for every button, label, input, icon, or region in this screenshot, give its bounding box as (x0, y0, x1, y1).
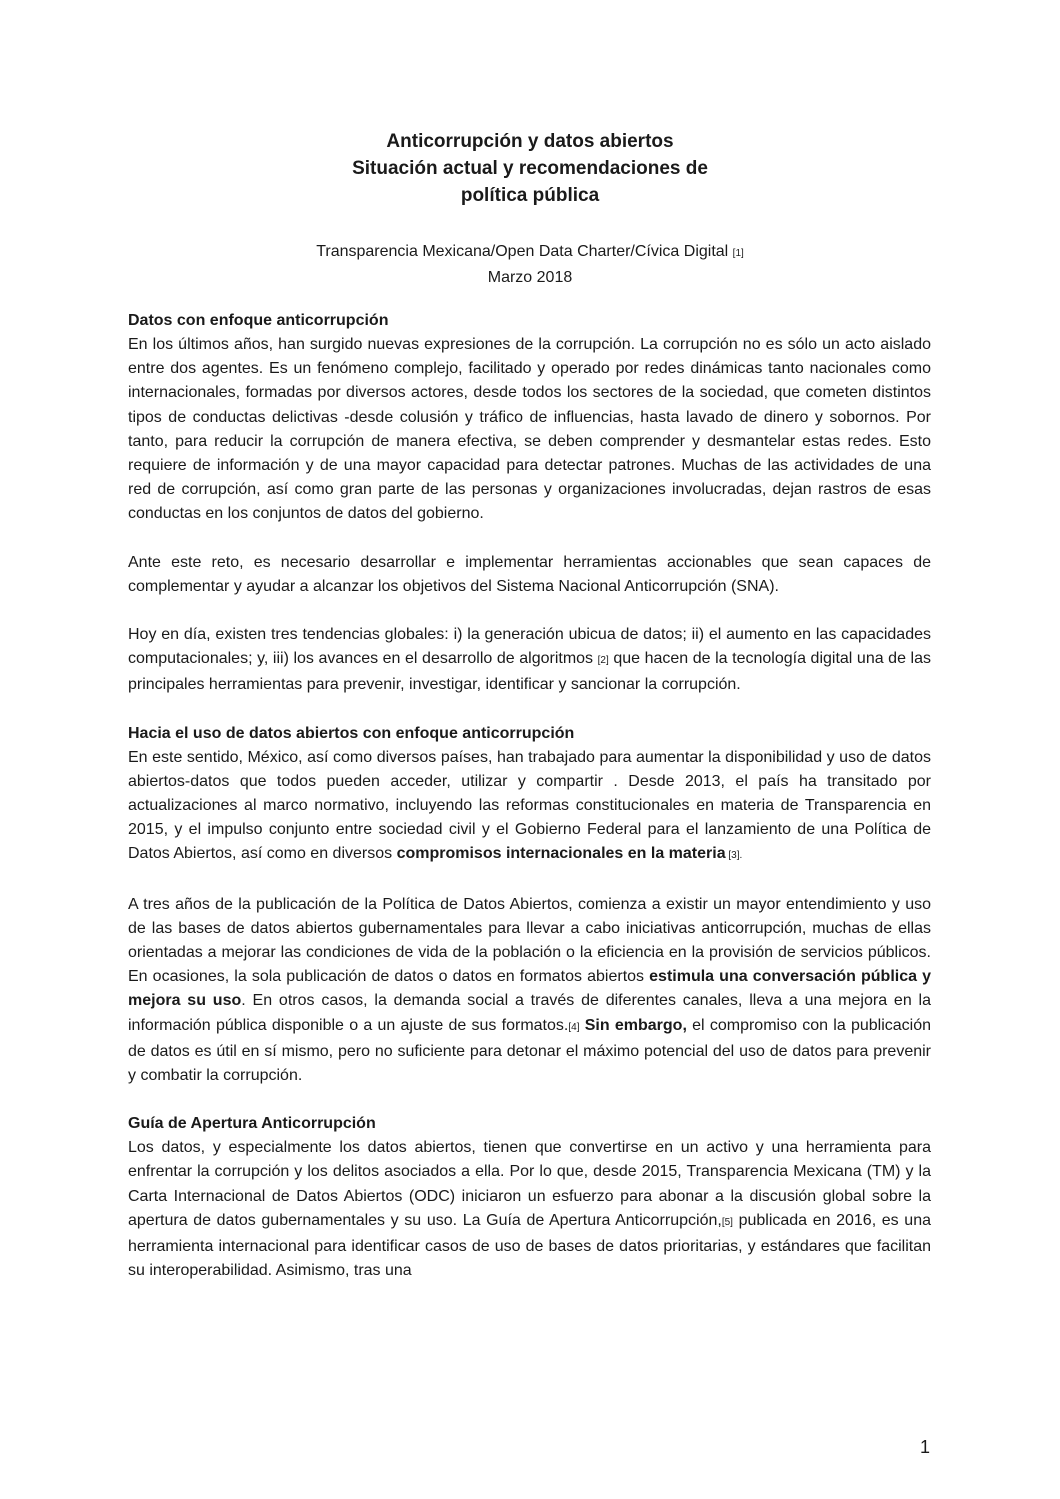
paragraph: En los últimos años, han surgido nuevas expresiones de la corrupción. La corrupción no es sólo un acto aislado entre dos agentes. Es un fenómeno complejo, facilitado y operado por redes dinámicas tanto nacionales como internacionales, formadas por diversos actores, desde todos los sectores de la sociedad, que cometen distintos tipos de conductas delictivas -desde colusión y tráfico de influencias, hasta lavado de dinero y sobornos. Por tanto, para reducir la corrupción de manera efectiva, se deben comprender y desmantelar estas redes. Esto requiere de información y de una mayor capacidad para detectar patrones. Muchas de las actividades de una red de corrupción, así como gran parte de las personas y organizaciones involucradas, dejan rastros de esas conductas en los conjuntos de datos del gobierno. (128, 336, 931, 523)
footnote-ref-2[interactable]: [2] (597, 655, 609, 667)
title-block (0, 128, 1060, 209)
page-number: 1 (919, 1437, 930, 1457)
text-run: el compromiso con la publicación de datos es útil en sí mismo, pero no suficiente para detonar el máximo potencial del uso de datos para prevenir y combatir la corrupción. (128, 1016, 932, 1085)
section-heading-hacia: Hacia el uso de datos abiertos con enfoque anticorrupción (128, 724, 575, 742)
paragraph: Ante este reto, es necesario desarrollar e implementar herramientas accionables que sean capaces de complementar y ayudar a alcanzar los objetivos del Sistema Nacional Anticorrupción (SNA). (128, 553, 931, 595)
title-line-1: Anticorrupción y datos abiertos (386, 131, 674, 152)
authors: Transparencia Mexicana/Open Data Charter/Cívica Digital (316, 243, 729, 260)
date: Marzo 2018 (487, 269, 573, 286)
footnote-ref-1[interactable]: [1] (732, 248, 744, 259)
document-body (128, 309, 931, 1284)
footnote-ref-3[interactable]: [3]. (725, 850, 743, 862)
bold-text: Sin embargo, (579, 1016, 687, 1034)
text-run: A tres años de la publicación de la Política de Datos Abiertos, comienza a existir un mayor entendimiento y uso de las bases de datos abiertos gubernamentales para llevar a cabo iniciativas anticorrupción, muchas de ellas orientadas a mejorar las condiciones de vida de la población o la eficiencia en la provisión de servicios públicos. En ocasiones, la sola publicación de datos o datos en formatos abiertos (128, 895, 931, 986)
paragraph (128, 893, 931, 1089)
text-run: . En otros casos, la demanda social a través de diferentes canales, lleva a una mejora en la información pública disponible o a un ajuste de sus formatos. (128, 992, 931, 1034)
meta-block (0, 240, 1060, 290)
title-line-3: política pública (460, 185, 600, 206)
text-run: Hoy en día, existen tres tendencias globales: i) la generación ubicua de datos; ii) el aumento en las capacidades computacionales; y, iii) los avances en el desarrollo de algoritmos (128, 626, 931, 668)
footnote-ref-5[interactable]: [5] (721, 1216, 733, 1228)
text-run: En este sentido, México, así como diversos países, han trabajado para aumentar la disponibilidad y uso de datos abiertos-datos que todos pueden acceder, utilizar y compartir . Desde 2013, el país ha transitado por actualizaciones al marco normativo, incluyendo las reformas constitucionales en materia de Transparencia en 2015, y el impulso conjunto entre sociedad civil y el Gobierno Federal para el lanzamiento de una Política de Datos Abiertos, así como en diversos (128, 748, 931, 863)
text-run: publicada en 2016, es una herramienta internacional para identificar casos de uso de bases de datos prioritarias, y estándares que facilitan su interoperabilidad. Asimismo, tras una (128, 1211, 932, 1280)
section-heading-guia: Guía de Apertura Anticorrupción (128, 1115, 376, 1133)
bold-link-compromisos[interactable]: compromisos internacionales en la materia (396, 845, 726, 863)
bold-text: estimula una conversación pública y mejora su uso (128, 968, 932, 1010)
title-line-2: Situación actual y recomendaciones de (352, 158, 708, 179)
authors-line (0, 240, 1060, 266)
footnote-ref-4[interactable]: [4] (568, 1021, 580, 1033)
paragraph (128, 746, 931, 869)
paragraph (128, 1136, 931, 1283)
text-run: que hacen de la tecnología digital una de las principales herramientas para prevenir, investigar, identificar y sancionar la corrupción. (128, 650, 932, 694)
paragraph (128, 623, 931, 698)
text-run: Los datos, y especialmente los datos abiertos, tienen que convertirse en un activo y una herramienta para enfrentar la corrupción y los delitos asociados a ella. Por lo que, desde 2015, Transparencia Mexicana (TM) y la Carta Internacional de Datos Abiertos (ODC) iniciaron un esfuerzo para abonar a la discusión global sobre la apertura de datos gubernamentales y su uso. La Guía de Apertura Anticorrupción, (128, 1139, 931, 1229)
section-heading-datos: Datos con enfoque anticorrupción (128, 312, 389, 329)
